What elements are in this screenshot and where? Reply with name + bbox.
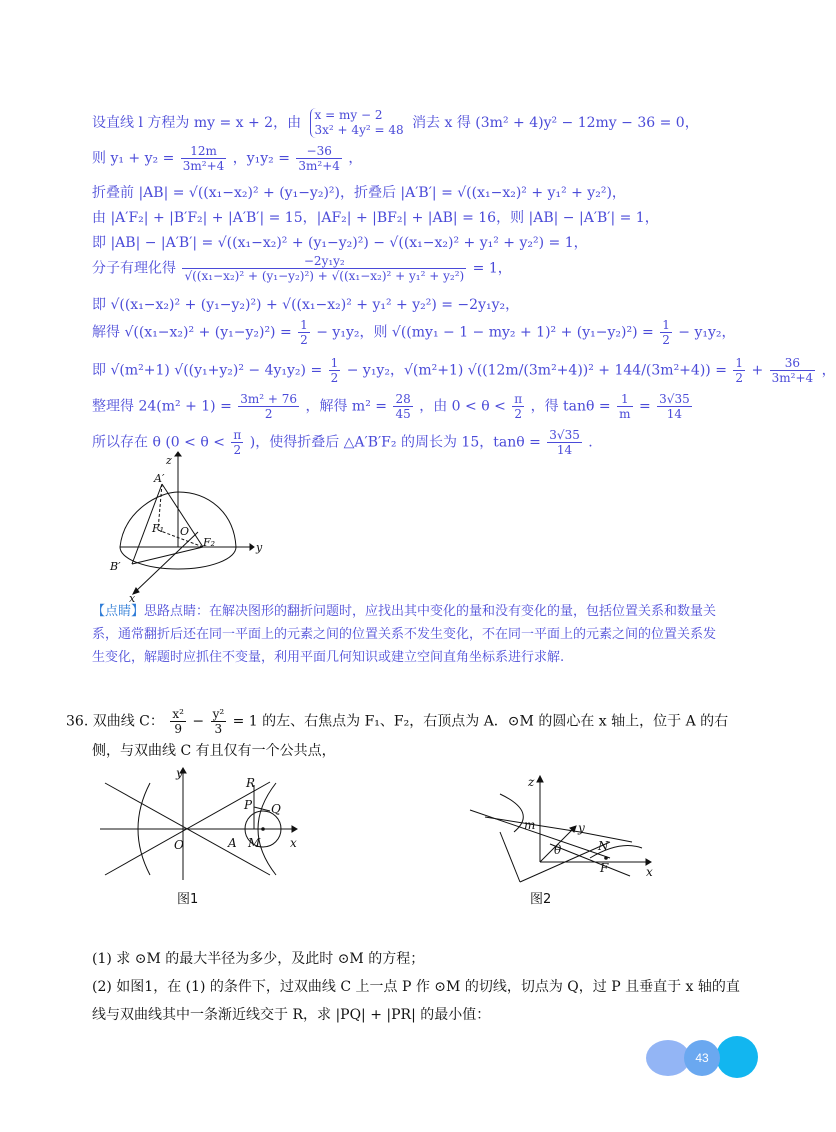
y-arrow bbox=[250, 544, 254, 550]
numerator: 1 bbox=[617, 392, 632, 407]
numerator: 12m bbox=[181, 144, 227, 159]
text: )，使得折叠后 △A′B′F₂ 的周长为 15，tanθ = bbox=[249, 434, 541, 451]
text: ，y₁y₂ = bbox=[232, 150, 290, 167]
solution-line-6 bbox=[92, 254, 512, 283]
denominator: 14 bbox=[666, 407, 683, 421]
figure-1-hyperbola bbox=[100, 765, 305, 885]
numerator: x² bbox=[172, 707, 184, 721]
label-Q: Q bbox=[271, 802, 281, 816]
fraction bbox=[182, 254, 466, 283]
denominator: m bbox=[619, 407, 631, 421]
denominator: 3 bbox=[214, 722, 223, 736]
solution-line-7: 即 √((x₁−x₂)² + (y₁−y₂)²) + √((x₁−x₂)² + y₁² + y₂²) = −2y₁y₂， bbox=[92, 297, 520, 313]
fraction bbox=[296, 144, 342, 173]
label-O: O bbox=[174, 838, 184, 852]
denominator: 2 bbox=[514, 407, 523, 421]
fraction bbox=[547, 428, 582, 457]
question-1: (1) 求 ⊙M 的最大半径为多少，及此时 ⊙M 的方程； bbox=[92, 951, 425, 967]
solution-line-10 bbox=[92, 392, 694, 421]
label-m: m bbox=[524, 818, 536, 832]
fraction bbox=[181, 144, 227, 173]
fraction bbox=[512, 392, 524, 421]
numerator: y² bbox=[212, 707, 225, 721]
text: − y₁y₂，则 √((my₁ − 1 − my₂ + 1)² + (y₁−y₂)²) = bbox=[316, 324, 654, 341]
text: 所以存在 θ (0 < θ < bbox=[92, 434, 225, 451]
text: ，解得 m² = bbox=[305, 398, 388, 415]
numerator: 3√35 bbox=[659, 392, 690, 406]
numerator: 1 bbox=[662, 318, 670, 332]
denominator: 45 bbox=[395, 407, 411, 421]
text: ， bbox=[821, 362, 836, 379]
numerator: 1 bbox=[735, 356, 744, 370]
remark-text: 思路点睛：在解决图形的翻折问题时，应找出其中变化的量和没有变化的量，包括位置关系和数量关系，通常翻折后还在同一平面上的元素之间的位置关系不发生变化，不在同一平面上的元素之间的位置关系发生变化，解题时应抓住不变量，利用平面几何知识或建立空间直角坐标系进行求解. bbox=[92, 604, 717, 665]
text: = 1， bbox=[472, 260, 512, 277]
plane-side bbox=[500, 832, 520, 882]
label-P: P bbox=[244, 798, 253, 812]
remark-paragraph bbox=[92, 600, 722, 669]
denominator: 14 bbox=[556, 443, 573, 457]
numerator: −2y₁y₂ bbox=[182, 254, 466, 269]
numerator: −36 bbox=[296, 144, 342, 159]
asymptote-lower bbox=[550, 844, 630, 876]
problem-statement-line-1 bbox=[66, 707, 746, 736]
label-y: y bbox=[256, 541, 263, 554]
problem-statement-line-2: 侧，与双曲线 C 有且仅有一个公共点， bbox=[92, 743, 336, 759]
figure-2-caption: 图2 bbox=[530, 892, 552, 907]
label-x: x bbox=[129, 592, 136, 605]
text: 设直线 l 方程为 my = x + 2，由 bbox=[92, 115, 302, 131]
denominator: 3m²+4 bbox=[771, 371, 814, 385]
figure-1-caption: 图1 bbox=[177, 892, 199, 907]
fraction bbox=[770, 356, 816, 385]
numerator: π bbox=[514, 392, 523, 406]
label-z: z bbox=[528, 775, 535, 789]
numerator: 28 bbox=[395, 392, 411, 406]
text: = bbox=[638, 398, 651, 415]
text: 整理得 24(m² + 1) = bbox=[92, 398, 232, 415]
system-eq-b: 3x² + 4y² = 48 bbox=[314, 123, 404, 137]
denominator: 2 bbox=[264, 407, 273, 421]
problem-number: 36. bbox=[66, 713, 89, 730]
fraction bbox=[298, 318, 310, 347]
text: . bbox=[588, 434, 593, 451]
label-y: y bbox=[176, 766, 183, 780]
label-B-prime: B′ bbox=[110, 560, 121, 573]
numerator: π bbox=[233, 428, 242, 442]
denominator: √((x₁−x₂)² + (y₁−y₂)²) + √((x₁−x₂)² + y₁² + y₂²) bbox=[184, 269, 465, 283]
label-x: x bbox=[646, 865, 653, 879]
fraction bbox=[329, 356, 341, 385]
fraction bbox=[238, 392, 299, 421]
label-A-prime: A′ bbox=[154, 472, 165, 485]
text: 消去 x 得 (3m² + 4)y² − 12my − 36 = 0， bbox=[412, 115, 699, 131]
numerator: 36 bbox=[770, 356, 816, 371]
text: − bbox=[192, 713, 205, 730]
label-N: N bbox=[598, 839, 609, 853]
fraction bbox=[733, 356, 745, 385]
solution-line-3: 折叠前 |AB| = √((x₁−x₂)² + (y₁−y₂)²)，折叠后 |A′B′| = √((x₁−x₂)² + y₁² + y₂²)， bbox=[92, 185, 626, 201]
fraction bbox=[657, 392, 692, 421]
text: ， bbox=[348, 150, 363, 167]
label-z: z bbox=[166, 454, 172, 467]
text: − y₁y₂， bbox=[678, 324, 736, 341]
text: 解得 √((x₁−x₂)² + (y₁−y₂)²) = bbox=[92, 324, 292, 341]
label-A: A bbox=[228, 836, 237, 850]
text: 分子有理化得 bbox=[92, 260, 176, 277]
system-eq-a: x = my − 2 bbox=[314, 108, 383, 122]
numerator: 1 bbox=[330, 356, 339, 370]
z-arrow bbox=[175, 452, 181, 456]
label-O: O bbox=[180, 525, 190, 538]
question-2-line-2: 线与双曲线其中一条渐近线交于 R，求 |PQ| + |PR| 的最小值： bbox=[92, 1007, 491, 1023]
label-M: M bbox=[248, 836, 261, 850]
page-number: 43 bbox=[684, 1040, 720, 1076]
denominator: 3m²+4 bbox=[182, 159, 225, 173]
label-y: y bbox=[578, 821, 585, 835]
solution-line-5: 即 |AB| − |A′B′| = √((x₁−x₂)² + (y₁−y₂)²) − √((x₁−x₂)² + y₁² + y₂²) = 1， bbox=[92, 235, 588, 251]
solution-line-2 bbox=[92, 144, 362, 173]
label-R: R bbox=[246, 776, 256, 790]
label-x: x bbox=[290, 836, 297, 850]
x-arrow bbox=[292, 826, 297, 832]
denominator: 9 bbox=[174, 722, 182, 736]
label-F2: F₂ bbox=[203, 536, 216, 549]
denominator: 2 bbox=[233, 443, 242, 457]
page-badge-right-circle bbox=[716, 1036, 758, 1078]
text: = 1 的左、右焦点为 F₁、F₂，右顶点为 A．⊙M 的圆心在 x 轴上，位于 A 的右 bbox=[232, 713, 729, 730]
equation-system bbox=[310, 108, 404, 138]
label-F1: F₁ bbox=[152, 522, 165, 535]
denominator: 2 bbox=[735, 371, 744, 385]
numerator: 3m² + 76 bbox=[240, 392, 298, 406]
question-2-line-1: (2) 如图1，在 (1) 的条件下，过双曲线 C 上一点 P 作 ⊙M 的切线，切点为 Q，过 P 且垂直于 x 轴的直 bbox=[92, 979, 740, 995]
text: − y₁y₂，√(m²+1) √((12m/(3m²+4))² + 144/(3m²+4)) = bbox=[346, 362, 727, 379]
text: ，得 tanθ = bbox=[530, 398, 611, 415]
numerator: 1 bbox=[300, 318, 308, 332]
denominator: 2 bbox=[662, 333, 670, 347]
folded-ellipse-figure bbox=[100, 452, 270, 605]
remark-tag: 【点睛】 bbox=[92, 604, 145, 619]
text: + bbox=[751, 362, 764, 379]
text: 双曲线 C： bbox=[92, 713, 164, 730]
upper-plane-edge bbox=[485, 817, 632, 842]
denominator: 2 bbox=[300, 333, 308, 347]
fraction bbox=[393, 392, 412, 421]
fraction bbox=[211, 707, 227, 736]
text: ，由 0 < θ < bbox=[419, 398, 506, 415]
label-F: F bbox=[600, 861, 609, 875]
fraction bbox=[170, 707, 186, 736]
focus-F-dot bbox=[604, 856, 608, 860]
upper-branch bbox=[500, 794, 523, 832]
fraction bbox=[660, 318, 672, 347]
fraction bbox=[617, 392, 632, 421]
solution-line-1 bbox=[92, 108, 699, 138]
text: 即 √(m²+1) √((y₁+y₂)² − 4y₁y₂) = bbox=[92, 362, 323, 379]
denominator: 3m²+4 bbox=[298, 159, 340, 173]
figure-2-fold bbox=[460, 772, 660, 887]
text: 则 y₁ + y₂ = bbox=[92, 150, 175, 167]
x-axis bbox=[135, 532, 198, 592]
denominator: 2 bbox=[330, 371, 339, 385]
label-theta: θ bbox=[554, 843, 562, 857]
center-M-dot bbox=[261, 827, 265, 831]
solution-line-8 bbox=[92, 318, 736, 347]
numerator: 3√35 bbox=[549, 428, 580, 442]
solution-line-9 bbox=[92, 356, 836, 385]
solution-line-4: 由 |A′F₂| + |B′F₂| + |A′B′| = 15，|AF₂| + |BF₂| + |AB| = 16，则 |AB| − |A′B′| = 1， bbox=[92, 210, 659, 226]
z-arrow bbox=[537, 776, 543, 782]
